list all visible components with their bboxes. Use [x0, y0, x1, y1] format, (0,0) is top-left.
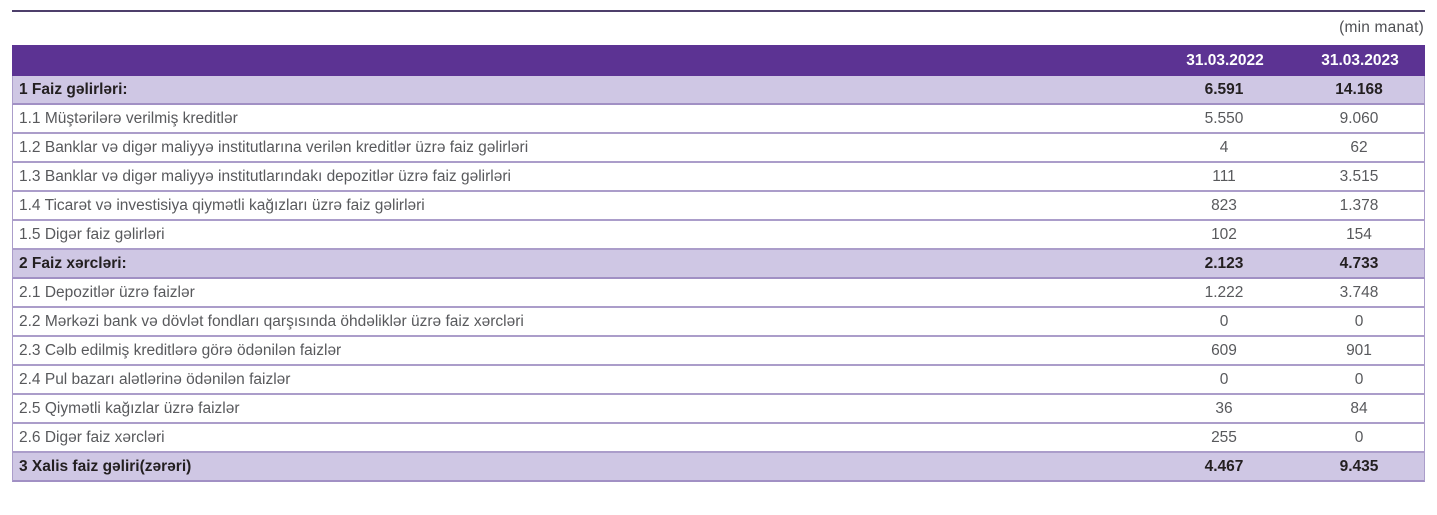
value-2022: 823: [1211, 196, 1237, 214]
section-total-row: [12, 76, 1425, 105]
value-2022: 0: [1219, 370, 1229, 388]
value-2023: 9.435: [1339, 457, 1379, 475]
value-2023: 3.515: [1339, 167, 1379, 185]
table-row: [12, 337, 1425, 366]
row-label: 2.3 Cəlb edilmiş kreditlərə görə ödənilən faizlər: [19, 341, 342, 359]
value-2023: 154: [1346, 225, 1372, 243]
value-2022: 4: [1219, 138, 1229, 156]
header-date-2022: 31.03.2022: [1186, 51, 1264, 69]
table-row: [12, 395, 1425, 424]
row-label: 1 Faiz gəlirləri:: [19, 80, 128, 98]
section-total-row: [12, 250, 1425, 279]
row-label: 3 Xalis faiz gəliri(zərəri): [19, 457, 192, 475]
row-label: 1.4 Ticarət və investisiya qiymətli kağızları üzrə faiz gəlirləri: [19, 196, 425, 214]
interest-income-expense-table: [12, 45, 1425, 482]
value-2022: 102: [1211, 225, 1237, 243]
row-label: 2.6 Digər faiz xərcləri: [19, 428, 165, 446]
value-2023: 14.168: [1335, 80, 1383, 98]
table-row: [12, 134, 1425, 163]
value-2022: 4.467: [1204, 457, 1244, 475]
value-2023: 3.748: [1339, 283, 1379, 301]
value-2022: 0: [1219, 312, 1229, 330]
table-body: [12, 76, 1425, 482]
value-2023: 901: [1346, 341, 1372, 359]
table-row: [12, 192, 1425, 221]
value-2023: 9.060: [1339, 109, 1379, 127]
value-2022: 36: [1215, 399, 1233, 417]
row-label: 2.5 Qiymətli kağızlar üzrə faizlər: [19, 399, 240, 417]
value-2022: 609: [1211, 341, 1237, 359]
row-label: 2.1 Depozitlər üzrə faizlər: [19, 283, 195, 301]
value-2022: 2.123: [1204, 254, 1244, 272]
table-row: [12, 163, 1425, 192]
section-total-row: [12, 453, 1425, 482]
row-label: 1.2 Banklar və digər maliyyə institutlarına verilən kreditlər üzrə faiz gəlirləri: [19, 138, 529, 156]
value-2022: 111: [1212, 167, 1236, 185]
value-2023: 4.733: [1339, 254, 1379, 272]
value-2023: 62: [1350, 138, 1368, 156]
row-label: 1.5 Digər faiz gəlirləri: [19, 225, 165, 243]
table-row: [12, 105, 1425, 134]
table-row: [12, 366, 1425, 395]
row-label: 1.1 Müştərilərə verilmiş kreditlər: [19, 109, 238, 127]
table-header-row: [12, 45, 1425, 76]
top-rule-divider: [12, 10, 1425, 12]
value-2023: 84: [1350, 399, 1368, 417]
value-2022: 6.591: [1204, 80, 1244, 98]
value-2023: 0: [1354, 312, 1364, 330]
row-label: 2 Faiz xərcləri:: [19, 254, 127, 272]
currency-unit-note: (min manat): [1339, 19, 1424, 36]
header-date-2023: 31.03.2023: [1321, 51, 1399, 69]
table-row: [12, 221, 1425, 250]
table-row: [12, 424, 1425, 453]
value-2022: 5.550: [1204, 109, 1244, 127]
value-2023: 1.378: [1339, 196, 1379, 214]
row-label: 1.3 Banklar və digər maliyyə institutlarındakı depozitlər üzrə faiz gəlirləri: [19, 167, 511, 185]
row-label: 2.4 Pul bazarı alətlərinə ödənilən faizlər: [19, 370, 291, 388]
value-2022: 255: [1211, 428, 1237, 446]
value-2023: 0: [1354, 428, 1364, 446]
value-2023: 0: [1354, 370, 1364, 388]
table-row: [12, 308, 1425, 337]
table-row: [12, 279, 1425, 308]
row-label: 2.2 Mərkəzi bank və dövlət fondları qarşısında öhdəliklər üzrə faiz xərcləri: [19, 312, 524, 330]
value-2022: 1.222: [1204, 283, 1244, 301]
